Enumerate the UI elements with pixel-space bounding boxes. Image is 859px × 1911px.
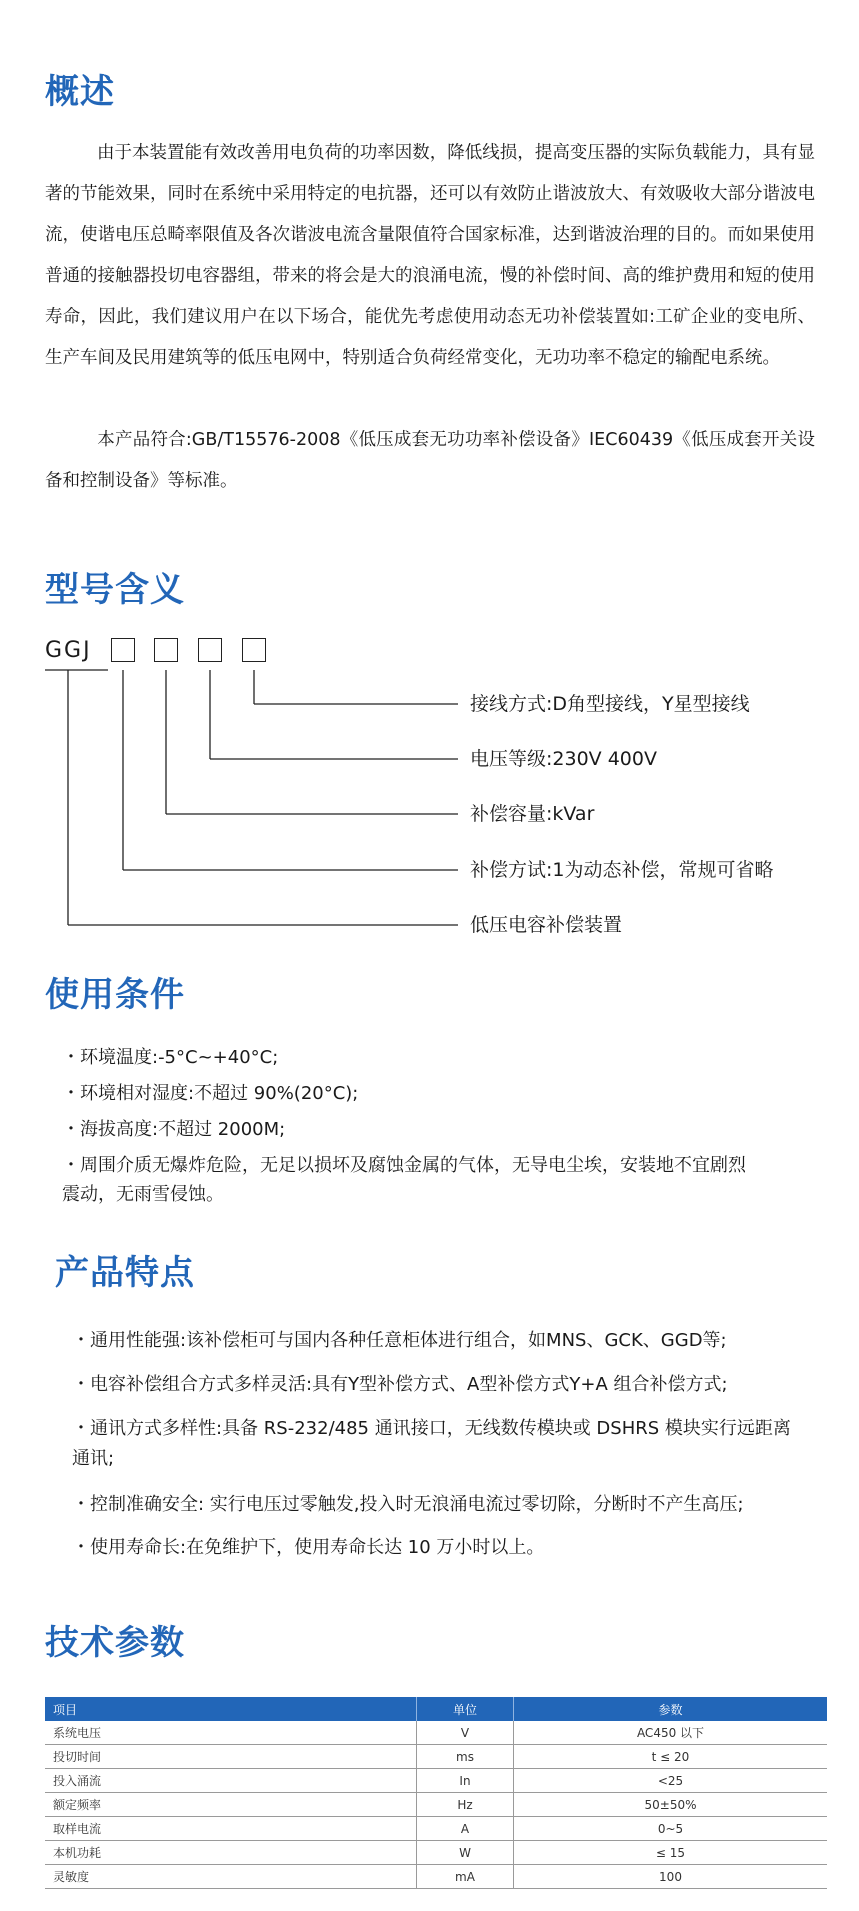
overview-heading: 概述 bbox=[45, 72, 115, 112]
spec-cell-unit: V bbox=[417, 1721, 514, 1745]
condition-item: ・环境相对湿度:不超过 90%(20°C); bbox=[62, 1083, 359, 1104]
feature-item: ・控制准确安全: 实行电压过零触发,投入时无浪涌电流过零切除，分断时不产生高压; bbox=[72, 1494, 744, 1515]
features-heading: 产品特点 bbox=[55, 1253, 195, 1293]
spec-col-item: 项目 bbox=[45, 1697, 417, 1721]
condition-item: ・周围介质无爆炸危险，无足以损坏及腐蚀金属的气体，无导电尘埃，安装地不宜剧烈震动，无雨雪侵蚀。 bbox=[62, 1155, 746, 1205]
spec-cell-unit: Hz bbox=[417, 1793, 514, 1817]
table-row bbox=[45, 1817, 827, 1841]
spec-cell-value: <25 bbox=[514, 1769, 828, 1793]
spec-cell-unit: A bbox=[417, 1817, 514, 1841]
spec-cell-unit: In bbox=[417, 1769, 514, 1793]
spec-table-header bbox=[45, 1697, 827, 1721]
spec-cell-value: ≤ 15 bbox=[514, 1841, 828, 1865]
overview-paragraph-1: 由于本装置能有效改善用电负荷的功率因数，降低线损，提高变压器的实际负载能力，具有显著的节能效果，同时在系统中采用特定的电抗器，还可以有效防止谐波放大、有效吸收大部分谐波电流，使谐电压总畸率限值及各次谐波电流含量限值符合国家标准，达到谐波治理的目的。而如果使用普通的接触器投切电容器组，带来的将会是大的浪涌电流，慢的补偿时间、高的维护费用和短的使用寿命，因此，我们建议用户在以下场合，能优先考虑使用动态无功补偿装置如:工矿企业的变电所、生产车间及民用建筑等的低压电网中，特别适合负荷经常变化，无功功率不稳定的输配电系统。 bbox=[45, 143, 815, 368]
spec-cell-item: 额定频率 bbox=[45, 1793, 417, 1817]
feature-item: ・使用寿命长:在免维护下，使用寿命长达 10 万小时以上。 bbox=[72, 1537, 545, 1558]
model-prefix: GGJ bbox=[45, 638, 92, 663]
feature-item: ・通用性能强:该补偿柜可与国内各种任意柜体进行组合，如MNS、GCK、GGD等; bbox=[72, 1330, 727, 1351]
spec-cell-item: 取样电流 bbox=[45, 1817, 417, 1841]
spec-table bbox=[45, 1697, 827, 1889]
specs-heading: 技术参数 bbox=[45, 1623, 185, 1663]
spec-cell-unit: mA bbox=[417, 1865, 514, 1889]
spec-cell-value: t ≤ 20 bbox=[514, 1745, 828, 1769]
feature-item: ・电容补偿组合方式多样灵活:具有Y型补偿方式、A型补偿方式Y+A 组合补偿方式; bbox=[72, 1374, 728, 1395]
model-label-voltage: 电压等级:230V 400V bbox=[470, 748, 657, 770]
model-label-device: 低压电容补偿装置 bbox=[470, 914, 623, 936]
spec-cell-item: 本机功耗 bbox=[45, 1841, 417, 1865]
spec-cell-value: AC450 以下 bbox=[514, 1721, 828, 1745]
spec-col-unit: 单位 bbox=[417, 1697, 514, 1721]
table-row bbox=[45, 1745, 827, 1769]
spec-cell-item: 灵敏度 bbox=[45, 1865, 417, 1889]
overview-paragraph-2: 本产品符合:GB/T15576-2008《低压成套无功功率补偿设备》IEC60439《低压成套开关设备和控制设备》等标准。 bbox=[45, 430, 815, 491]
model-heading: 型号含义 bbox=[45, 570, 185, 610]
spec-cell-unit: ms bbox=[417, 1745, 514, 1769]
model-label-capacity: 补偿容量:kVar bbox=[470, 803, 595, 825]
spec-cell-unit: W bbox=[417, 1841, 514, 1865]
spec-cell-value: 50±50% bbox=[514, 1793, 828, 1817]
spec-cell-item: 投入涌流 bbox=[45, 1769, 417, 1793]
condition-item: ・环境温度:-5°C~+40°C; bbox=[62, 1047, 279, 1068]
model-label-wiring: 接线方式:D角型接线，Y星型接线 bbox=[470, 693, 750, 715]
spec-cell-item: 系统电压 bbox=[45, 1721, 417, 1745]
table-row bbox=[45, 1721, 827, 1745]
table-row bbox=[45, 1793, 827, 1817]
model-label-method: 补偿方试:1为动态补偿，常规可省略 bbox=[470, 859, 774, 881]
spec-cell-value: 100 bbox=[514, 1865, 828, 1889]
spec-cell-value: 0~5 bbox=[514, 1817, 828, 1841]
condition-item: ・海拔高度:不超过 2000M; bbox=[62, 1119, 286, 1140]
spec-col-value: 参数 bbox=[514, 1697, 828, 1721]
feature-item: ・通讯方式多样性:具备 RS-232/485 通讯接口，无线数传模块或 DSHRS 模块实行远距离通讯; bbox=[72, 1418, 791, 1469]
table-row bbox=[45, 1769, 827, 1793]
table-row bbox=[45, 1865, 827, 1889]
table-row bbox=[45, 1841, 827, 1865]
spec-cell-item: 投切时间 bbox=[45, 1745, 417, 1769]
conditions-heading: 使用条件 bbox=[45, 975, 185, 1015]
